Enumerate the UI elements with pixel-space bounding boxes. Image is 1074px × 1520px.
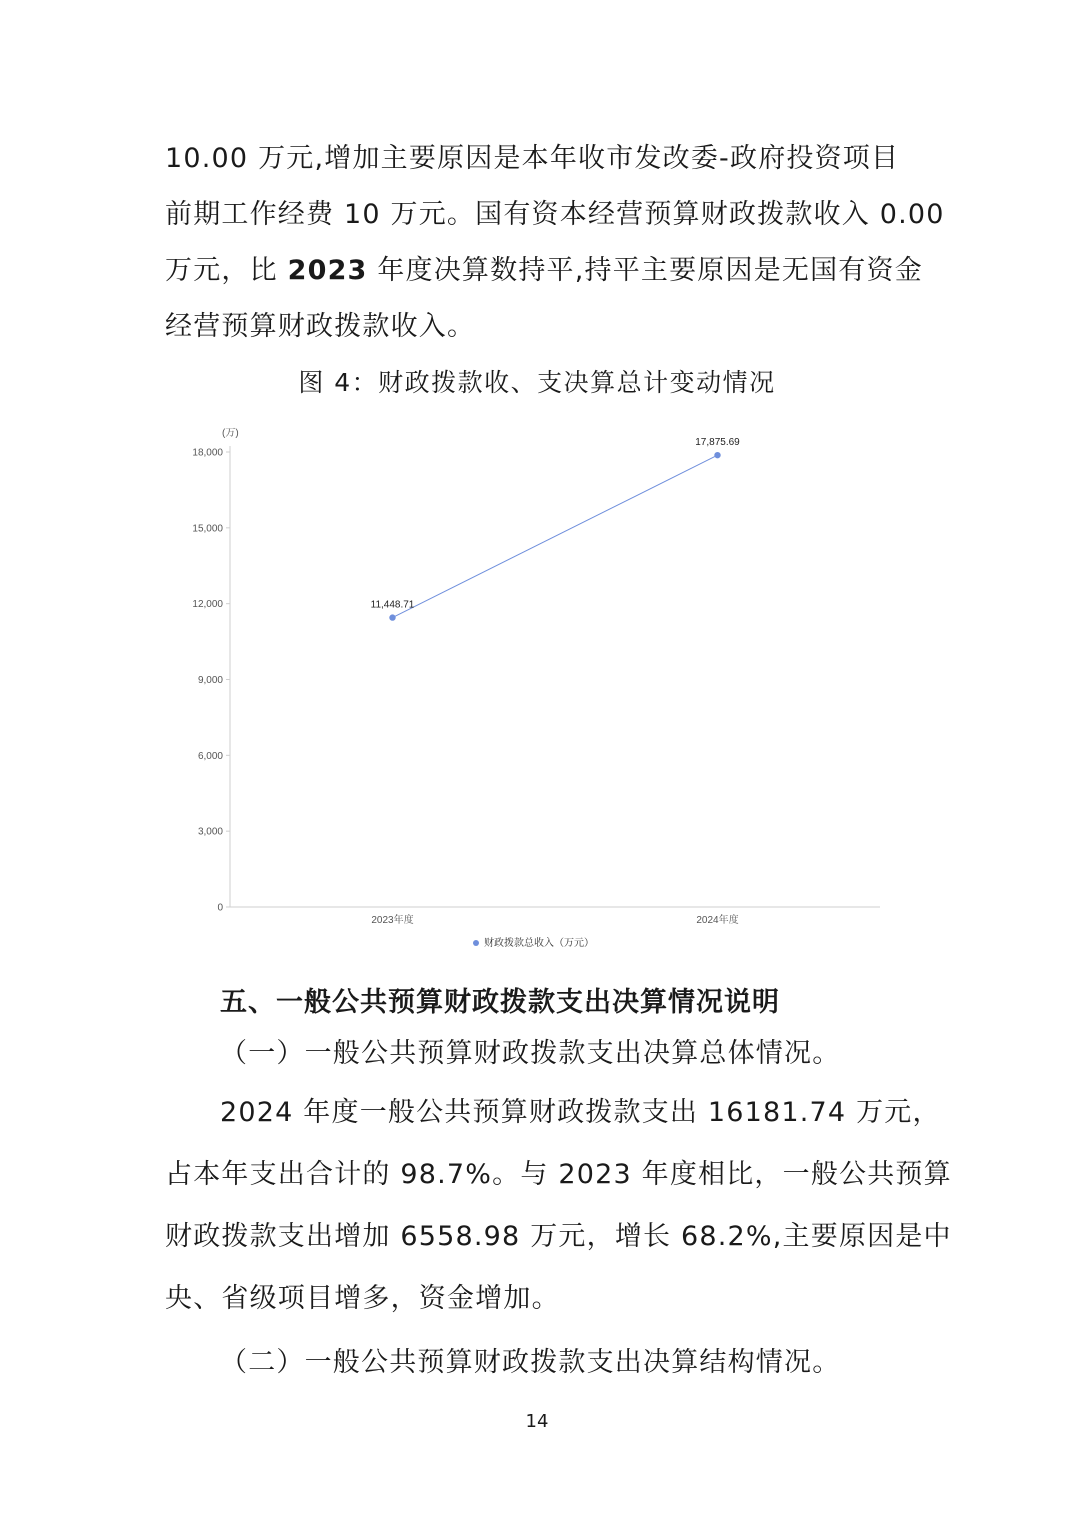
y-tick-label: 6,000 (197, 750, 223, 762)
x-axis (371, 913, 738, 926)
paragraph-line: 财政拨款支出增加 6558.98 万元，增长 68.2%,主要原因是中 (165, 1221, 952, 1252)
legend (473, 936, 594, 949)
data-label: 17,875.69 (695, 437, 740, 449)
x-tick-label: 2024年度 (696, 915, 739, 926)
year-bold: 2023 (287, 255, 368, 286)
paragraph-line (165, 254, 923, 288)
paragraph-line: 经营预算财政拨款收入。 (165, 311, 476, 342)
y-tick-label: 9,000 (197, 675, 223, 686)
paragraph-text: 万元，比 (165, 255, 288, 286)
paragraph-line: 10.00 万元,增加主要原因是本年收市发改委-政府投资项目 (165, 143, 900, 174)
series (371, 437, 741, 621)
paragraph-line: 占本年支出合计的 98.7%。与 2023 年度相比，一般公共预算 (165, 1159, 952, 1190)
y-tick-label: 0 (217, 902, 223, 914)
y-tick-label: 15,000 (192, 523, 223, 535)
data-point (714, 452, 720, 458)
data-label: 11,448.71 (370, 599, 415, 611)
subsection-heading: （二）一般公共预算财政拨款支出决算结构情况。 (220, 1347, 841, 1378)
paragraph-text: 年度决算数持平,持平主要原因是无国有资金 (367, 255, 923, 286)
x-tick-label: 2023年度 (371, 915, 414, 926)
series-line (393, 455, 718, 617)
subsection-heading: （一）一般公共预算财政拨款支出决算总体情况。 (220, 1038, 841, 1069)
figure-caption: 图 4：财政拨款收、支决算总计变动情况 (298, 368, 776, 397)
line-chart (160, 420, 900, 960)
legend-marker (473, 940, 479, 946)
y-unit-label: (万) (222, 428, 239, 439)
paragraph-line: 2024 年度一般公共预算财政拨款支出 16181.74 万元， (220, 1097, 941, 1128)
paragraph-line: 前期工作经费 10 万元。国有资本经营预算财政拨款收入 0.00 (165, 199, 945, 230)
y-tick-label: 12,000 (192, 599, 223, 611)
section-heading: 五、一般公共预算财政拨款支出决算情况说明 (220, 987, 780, 1018)
y-tick-label: 18,000 (192, 447, 223, 459)
page-number: 14 (525, 1411, 549, 1432)
legend-label: 财政拨款总收入（万元） (484, 938, 594, 949)
data-point (389, 614, 395, 620)
y-tick-label: 3,000 (197, 826, 223, 838)
y-axis (192, 448, 230, 914)
paragraph-line: 央、省级项目增多，资金增加。 (165, 1283, 560, 1314)
